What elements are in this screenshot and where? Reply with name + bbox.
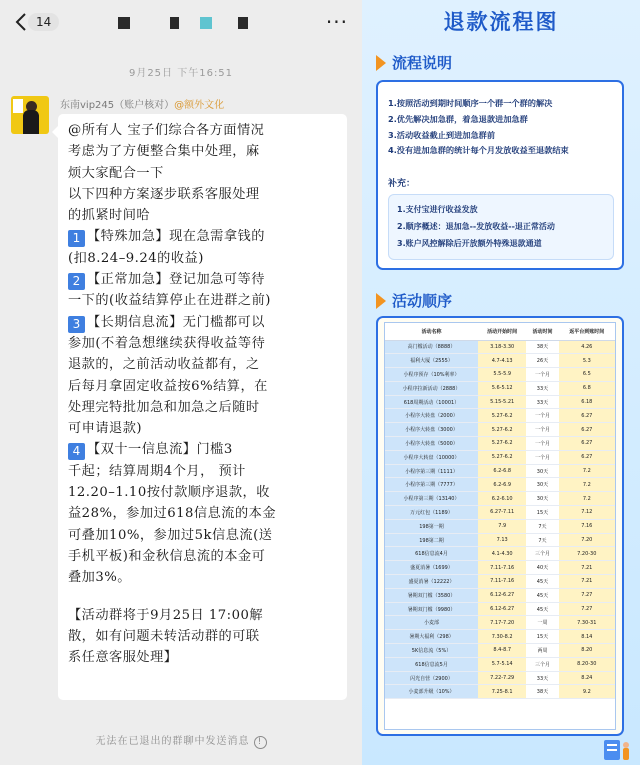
table-cell: 30天	[526, 478, 558, 492]
plan-line: 参加(不着急想继续获得收益等待	[68, 335, 266, 351]
table-cell: 7.16	[559, 519, 615, 533]
table-cell: 33天	[526, 381, 558, 395]
table-row	[385, 409, 615, 423]
table-cell: 一个月	[526, 423, 558, 437]
group-exit-notice: 无法在已退出的群聊中发送消息 !	[0, 732, 362, 749]
table-cell: 5K信息流（5%）	[385, 644, 478, 658]
message-line: 以下四种方案逐步联系客服处理	[68, 186, 260, 202]
table-cell: 5.3	[559, 354, 615, 368]
sender-avatar[interactable]	[11, 96, 49, 134]
table-cell: 7.27	[559, 602, 615, 616]
table-row	[385, 340, 615, 354]
table-cell: 6.12-6.27	[478, 602, 526, 616]
table-cell: 6.27	[559, 423, 615, 437]
table-cell: 40天	[526, 561, 558, 575]
section-header-process: 流程说明	[376, 52, 452, 73]
table-cell: 6.27-7.11	[478, 506, 526, 520]
table-cell: 小程序预存（10%利率）	[385, 368, 478, 382]
table-cell: 15天	[526, 630, 558, 644]
table-cell: 小麦部升级（10%）	[385, 685, 478, 699]
plan-line: 可叠加10%，参加过5k信息流(送	[68, 527, 273, 543]
table-row	[385, 644, 615, 658]
number-4-icon: 4	[68, 443, 85, 460]
table-cell: 暑期大福利（298）	[385, 630, 478, 644]
table-row	[385, 630, 615, 644]
message-line: 的抓紧时间哈	[68, 208, 151, 224]
table-cell: 8.14	[559, 630, 615, 644]
arrow-icon	[376, 55, 386, 71]
table-row	[385, 519, 615, 533]
table-cell: 38天	[526, 340, 558, 354]
table-cell: 6.8	[559, 381, 615, 395]
table-body	[385, 340, 615, 699]
table-cell: 3.18-3.30	[478, 340, 526, 354]
table-cell: 福利大厦（2555）	[385, 354, 478, 368]
table-cell: 5.5-5.9	[478, 368, 526, 382]
supplement-label: 补充：	[388, 179, 416, 189]
table-row	[385, 533, 615, 547]
chat-top-bar	[0, 0, 362, 46]
table-cell: 一个月	[526, 450, 558, 464]
table-header-row	[385, 323, 615, 340]
step-item: 3.活动收益截止到进加急群前	[388, 129, 496, 140]
plan-line: 叠加3%。	[68, 570, 131, 586]
poster-title: 退款流程图	[443, 10, 559, 34]
table-cell: 7.12	[559, 506, 615, 520]
table-cell: 8.24	[559, 671, 615, 685]
table-row	[385, 450, 615, 464]
info-icon: !	[254, 736, 267, 749]
table-cell: 45天	[526, 588, 558, 602]
table-row	[385, 354, 615, 368]
table-cell: 盛夏消暑（12222）	[385, 575, 478, 589]
message-timestamp: 9月25日 下午16:51	[128, 68, 234, 79]
table-cell: 7.30-31	[559, 616, 615, 630]
table-cell: 一个月	[526, 409, 558, 423]
table-cell: 暑期双门槛（3580）	[385, 588, 478, 602]
people-illustration-icon	[602, 736, 632, 762]
table-row	[385, 685, 615, 699]
blurred-title	[170, 17, 179, 29]
table-cell: 5.6-5.12	[478, 381, 526, 395]
table-cell: 5.27-6.2	[478, 437, 526, 451]
table-cell: 7.27	[559, 588, 615, 602]
table-cell: 33天	[526, 395, 558, 409]
table-cell: 7.9	[478, 519, 526, 533]
supplement-item: 3.账户风控解除后开放额外特殊退款通道	[397, 239, 542, 248]
number-3-icon: 3	[68, 316, 85, 333]
table-cell: 7.20	[559, 533, 615, 547]
table-cell: 7.25-8.1	[478, 685, 526, 699]
table-cell: 38天	[526, 685, 558, 699]
table-cell: 小麦部	[385, 616, 478, 630]
table-cell: 6.27	[559, 409, 615, 423]
step-item: 4.没有进加急群的统计每个月发放收益至退款结束	[388, 145, 569, 156]
table-cell: 闪光自营（2900）	[385, 671, 478, 685]
table-cell: 45天	[526, 602, 558, 616]
table-cell: 一周	[526, 616, 558, 630]
table-cell: 5.15-5.21	[478, 395, 526, 409]
table-cell: 7天	[526, 533, 558, 547]
table-row	[385, 506, 615, 520]
table-cell: 5.27-6.2	[478, 409, 526, 423]
table-cell: 198第二期	[385, 533, 478, 547]
message-line: @所有人 宝子们综合各方面情况	[68, 123, 265, 138]
table-cell: 暑期双门槛（9980）	[385, 602, 478, 616]
table-cell: 618信息流4月	[385, 547, 478, 561]
table-cell: 198第一期	[385, 519, 478, 533]
plan-line: 可申请退款)	[68, 421, 143, 437]
table-row	[385, 381, 615, 395]
table-cell: 8.20-30	[559, 657, 615, 671]
table-header: 活动时间	[526, 323, 558, 340]
table-row	[385, 561, 615, 575]
table-row	[385, 423, 615, 437]
table-row	[385, 395, 615, 409]
plan-line: 1 【特殊加急】现在急需拿钱的	[68, 226, 337, 247]
table-cell: 8.4-8.7	[478, 644, 526, 658]
table-cell: 9.2	[559, 685, 615, 699]
table-cell: 618信息流5月	[385, 657, 478, 671]
table-cell: 7.2	[559, 478, 615, 492]
table-cell: 26天	[526, 354, 558, 368]
table-cell: 6.12-6.27	[478, 588, 526, 602]
table-cell: 4.7-4.13	[478, 354, 526, 368]
table-header: 返平台到账时间	[559, 323, 615, 340]
table-cell: 7.17-7.20	[478, 616, 526, 630]
plan-line: 一下的(收益结算停止在进群之前)	[68, 293, 271, 309]
plan-line: 处理完特批加急和加急之后随时	[68, 399, 260, 415]
message-line: 考虑为了方便整合集中处理，麻	[68, 144, 260, 160]
table-cell: 一个月	[526, 437, 558, 451]
step-item: 1.按照活动到期时间顺序一个群一个群的解决	[388, 98, 553, 108]
table-cell: 6.18	[559, 395, 615, 409]
table-cell: 15天	[526, 506, 558, 520]
table-row	[385, 368, 615, 382]
table-cell: 6.2-6.8	[478, 464, 526, 478]
table-cell: 7.22-7.29	[478, 671, 526, 685]
step-item: 2.优先解决加急群，着急退款进加急群	[388, 113, 528, 124]
table-cell: 6.2-6.10	[478, 492, 526, 506]
table-row	[385, 575, 615, 589]
table-cell: 两周	[526, 644, 558, 658]
table-row	[385, 602, 615, 616]
supplement-item: 1.支付宝进行收益发放	[397, 205, 478, 214]
closing-line: 系任意客服处理】	[68, 650, 178, 666]
table-cell: 30天	[526, 464, 558, 478]
blurred-title	[238, 17, 248, 29]
table-cell: 7.30-8.2	[478, 630, 526, 644]
message-line: 烦大家配合一下	[68, 165, 164, 181]
refund-flow-poster	[362, 0, 640, 765]
table-cell: 7.20-30	[559, 547, 615, 561]
supplement-box	[388, 194, 614, 260]
table-cell: 小程序第三期（1111）	[385, 464, 478, 478]
table-cell: 小程序大转盘（10000）	[385, 450, 478, 464]
table-cell: 一个月	[526, 368, 558, 382]
table-header: 活动名称	[385, 323, 478, 340]
table-cell: 5.27-6.2	[478, 423, 526, 437]
table-cell: 小程序大转盘（5000）	[385, 437, 478, 451]
table-cell: 5.7-5.14	[478, 657, 526, 671]
table-row	[385, 671, 615, 685]
section-header-order: 活动顺序	[376, 290, 452, 311]
table-cell: 7.2	[559, 464, 615, 478]
plan-line: 益28%，参加过618信息流的本金	[68, 506, 277, 522]
table-row	[385, 588, 615, 602]
plan-line: 2 【正常加急】登记加急可等待	[68, 269, 337, 290]
process-panel	[376, 80, 624, 270]
table-cell: 盛夏消暑（1699）	[385, 561, 478, 575]
plan-line: 后每月拿固定收益按6%结算，在	[68, 378, 268, 394]
unread-count-badge[interactable]: 14	[28, 13, 59, 31]
supplement-item: 2.顺序概述：退加急--发放收益--退正常活动	[397, 222, 555, 231]
message-bubble[interactable]	[58, 114, 347, 700]
plan-line: 手机平板)和金秋信息流的本金可	[68, 548, 266, 564]
plan-line: (扣8.24–9.24的收益)	[68, 250, 204, 266]
table-cell: 万元红包（1189）	[385, 506, 478, 520]
closing-line: 散，如有问题未转活动群的可联	[68, 628, 260, 644]
table-cell: 7.2	[559, 492, 615, 506]
table-cell: 6.27	[559, 437, 615, 451]
table-cell: 30天	[526, 492, 558, 506]
table-cell: 7.21	[559, 575, 615, 589]
table-row	[385, 616, 615, 630]
table-row	[385, 437, 615, 451]
table-row	[385, 492, 615, 506]
table-row	[385, 464, 615, 478]
table-header: 活动开始时间	[478, 323, 526, 340]
step-list	[388, 96, 569, 159]
table-cell: 高门槛活动（8888）	[385, 340, 478, 354]
table-cell: 小程序大转盘（2000）	[385, 409, 478, 423]
sender-name: 东南vip245（账户核对）@额外文化	[60, 100, 225, 111]
table-cell: 小程序第三期（13140）	[385, 492, 478, 506]
table-cell: 8.20	[559, 644, 615, 658]
table-cell: 6.5	[559, 368, 615, 382]
table-cell: 7.11-7.16	[478, 561, 526, 575]
table-cell: 三个月	[526, 547, 558, 561]
table-row	[385, 657, 615, 671]
table-cell: 6.27	[559, 450, 615, 464]
table-cell: 4.26	[559, 340, 615, 354]
table-cell: 4.1-4.30	[478, 547, 526, 561]
table-cell: 7.21	[559, 561, 615, 575]
number-1-icon: 1	[68, 230, 85, 247]
plan-line: 千起；结算周期4个月， 预计	[68, 463, 246, 479]
table-cell: 45天	[526, 575, 558, 589]
table-cell: 三个月	[526, 657, 558, 671]
table-cell: 33天	[526, 671, 558, 685]
table-row	[385, 478, 615, 492]
table-cell: 7.11-7.16	[478, 575, 526, 589]
table-cell: 618周期活动（10001）	[385, 395, 478, 409]
more-options-icon[interactable]: ···	[325, 10, 348, 34]
blurred-title	[200, 17, 212, 29]
table-cell: 小程序第三期（7777）	[385, 478, 478, 492]
arrow-icon	[376, 293, 386, 309]
activity-table	[384, 322, 616, 730]
number-2-icon: 2	[68, 273, 85, 290]
table-cell: 小程序大转盘（3000）	[385, 423, 478, 437]
closing-line: 【活动群将于9月25日 17:00解	[68, 607, 264, 623]
table-cell: 5.27-6.2	[478, 450, 526, 464]
table-cell: 6.2-6.9	[478, 478, 526, 492]
plan-line: 退款的，之前活动收益都有，之	[68, 357, 260, 373]
plan-line: 4 【双十一信息流】门槛3	[68, 439, 337, 460]
table-cell: 7.13	[478, 533, 526, 547]
table-cell: 7天	[526, 519, 558, 533]
plan-line: 12.20–1.10按付款顺序退款，收	[68, 485, 270, 501]
table-row	[385, 547, 615, 561]
blurred-title	[118, 17, 130, 29]
table-cell: 小程序拉新活动（2888）	[385, 381, 478, 395]
plan-line: 3 【长期信息流】无门槛都可以	[68, 312, 337, 333]
